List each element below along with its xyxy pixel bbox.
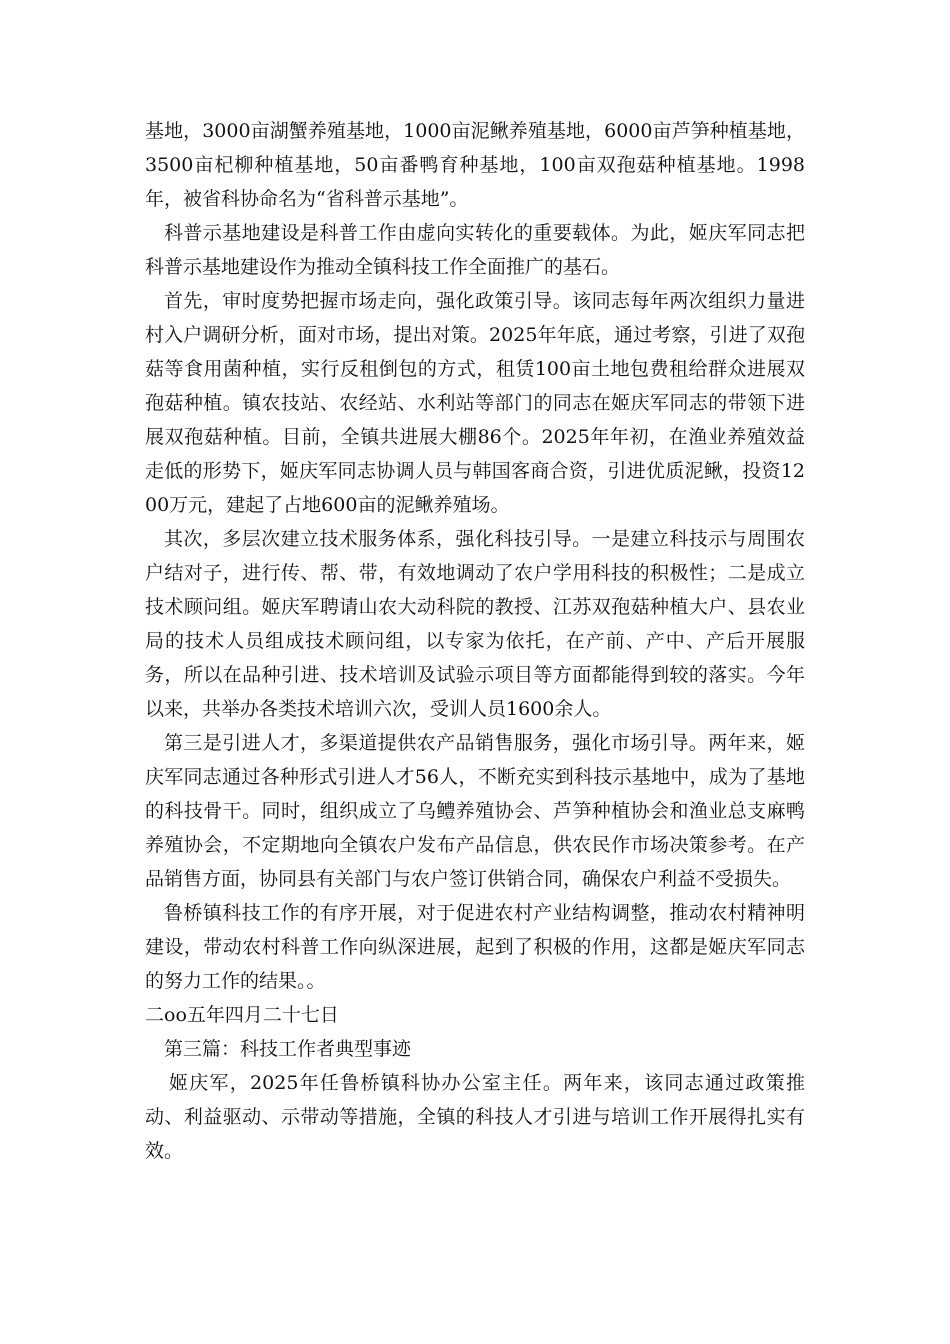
paragraph-demo-base: 科普示基地建设是科普工作由虚向实转化的重要载体。为此，姬庆军同志把科普示基地建设作为推动全镇科技工作全面推广的基石。 <box>145 222 805 278</box>
document-date: 二oo五年四月二十七日 <box>145 1004 339 1026</box>
section-heading: 第三篇：科技工作者典型事迹 <box>164 1038 412 1060</box>
paragraph-bases: 基地，3000亩湖蟹养殖基地，1000亩泥鳅养殖基地，6000亩芦笋种植基地，3500亩杞柳种植基地，50亩番鸭育种基地，100亩双孢菇种植基地。1998年，被省科协命名为“省科普示基地”。 <box>145 120 805 210</box>
paragraph-third-measure: 第三是引进人才，多渠道提供农产品销售服务，强化市场引导。两年来，姬庆军同志通过各种形式引进人才56人，不断充实到科技示基地中，成为了基地的科技骨干。同时，组织成立了乌鳢养殖协会、芦笋种植协会和渔业总支麻鸭养殖协会，不定期地向全镇农户发布产品信息，供农民作市场决策参考。在产品销售方面，协同县有关部门与农户签订供销合同，确保农户利益不受损失。 <box>145 732 805 890</box>
paragraph-conclusion: 鲁桥镇科技工作的有序开展，对于促进农村产业结构调整，推动农村精神明建设，带动农村科普工作向纵深进展，起到了积极的作用，这都是姬庆军同志的努力工作的结果。。 <box>145 902 805 992</box>
paragraph-second-measure: 其次，多层次建立技术服务体系，强化科技引导。一是建立科技示与周围农户结对子，进行传、帮、带，有效地调动了农户学用科技的积极性；二是成立技术顾问组。姬庆军聘请山农大动科院的教授、江苏双孢菇种植大户、县农业局的技术人员组成技术顾问组，以专家为依托，在产前、产中、产后开展服务，所以在品种引进、技术培训及试验示项目等方面都能得到较的落实。今年以来，共举办各类技术培训六次，受训人员1600余人。 <box>145 528 805 720</box>
paragraph-intro: 姬庆军，2025年任鲁桥镇科协办公室主任。两年来，该同志通过政策推动、利益驱动、示带动等措施，全镇的科技人才引进与培训工作开展得扎实有效。 <box>145 1072 805 1162</box>
paragraph-first-measure: 首先，审时度势把握市场走向，强化政策引导。该同志每年两次组织力量进村入户调研分析，面对市场，提出对策。2025年年底，通过考察，引进了双孢菇等食用菌种植，实行反租倒包的方式，租赁100亩土地包费租给群众进展双孢菇种植。镇农技站、农经站、水利站等部门的同志在姬庆军同志的带领下进展双孢菇种植。目前，全镇共进展大棚86个。2025年年初，在渔业养殖效益走低的形势下，姬庆军同志协调人员与韩国客商合资，引进优质泥鳅，投资1200万元，建起了占地600亩的泥鳅养殖场。 <box>145 290 805 516</box>
document-body <box>145 114 805 1168</box>
